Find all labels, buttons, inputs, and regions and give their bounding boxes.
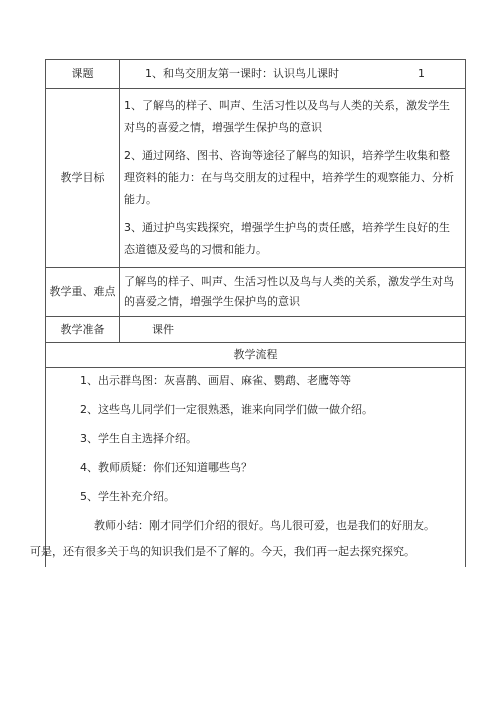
teacher-summary: 教师小结：刚才同学们介绍的很好。鸟儿很可爱，也是我们的好朋友。	[94, 519, 435, 532]
lesson-title: 1、和鸟交朋友第一课时：认识鸟儿课时	[145, 67, 339, 80]
flow-heading: 教学流程	[46, 343, 466, 368]
key-points-row	[46, 268, 466, 317]
flow-item-1: 1、出示群鸟图：灰喜鹊、画眉、麻雀、鹦鹉、老鹰等等	[80, 374, 351, 387]
summary-continuation: 可是，还有很多关于鸟的知识我们是不了解的。今天，我们再一起去探究探究。	[30, 545, 415, 558]
lesson-number: 1	[418, 67, 425, 80]
flow-item-3: 3、学生自主选择介绍。	[80, 432, 197, 445]
flow-body	[30, 368, 466, 568]
lesson-plan-table	[30, 59, 466, 567]
goals-row	[46, 89, 466, 268]
flow-item-4: 4、教师质疑：你们还知道哪些鸟？	[80, 461, 252, 474]
flow-body-row	[46, 368, 466, 568]
key-points-text: 了解鸟的样子、叫声、生活习性以及鸟与人类的关系，激发学生对鸟的喜爱之情，增强学生保护鸟的意识	[120, 268, 466, 317]
goal-item-3: 3、通过护鸟实践探究，增强学生护鸟的责任感，培养学生良好的生态道德及爱鸟的习惯和能力。	[124, 221, 450, 256]
key-points-label: 教学重、难点	[46, 268, 120, 317]
flow-header-row	[46, 343, 466, 368]
goals-label: 教学目标	[46, 89, 120, 268]
goal-item-2: 2、通过网络、图书、咨询等途径了解鸟的知识，培养学生收集和整理资料的能力：在与鸟交朋友的过程中，培养学生的观察能力、分析能力。	[124, 149, 454, 206]
preparation-label: 教学准备	[46, 317, 120, 343]
title-label: 课题	[46, 60, 120, 89]
goals-cell	[120, 89, 466, 268]
title-cell	[120, 60, 466, 89]
goal-item-1: 1、了解鸟的样子、叫声、生活习性以及鸟与人类的关系，激发学生对鸟的喜爱之情，增强学生保护鸟的意识	[124, 99, 450, 134]
preparation-row	[46, 317, 466, 343]
flow-item-2: 2、这些鸟儿同学们一定很熟悉，谁来向同学们做一做介绍。	[80, 403, 373, 416]
flow-item-5: 5、学生补充介绍。	[80, 490, 175, 503]
title-row	[46, 60, 466, 89]
preparation-text: 课件	[120, 317, 466, 343]
